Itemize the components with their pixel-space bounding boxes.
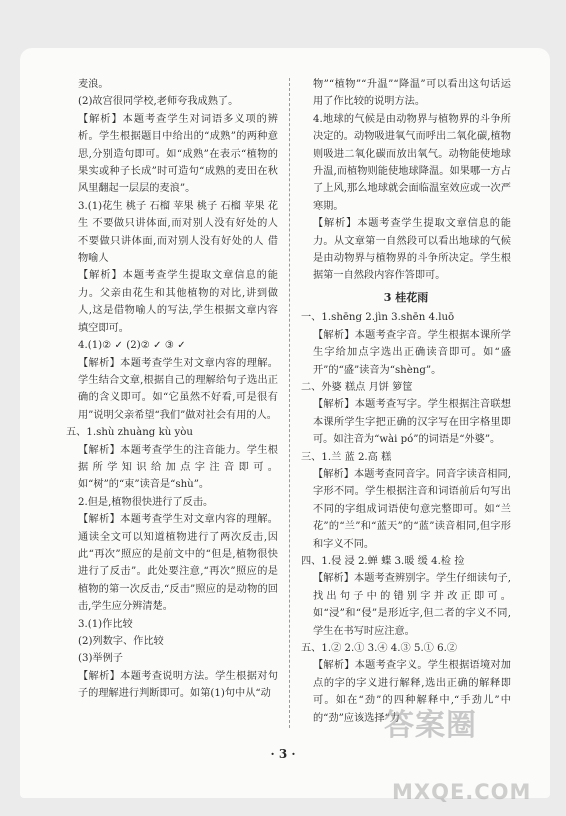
column-divider [289,78,290,728]
left-column [66,76,278,703]
section-heading: 3 桂花雨 [383,290,429,304]
left-paragraph: 【解析】本题考查学生对文章内容的理解。学生结合文章,根据自己的理解给句子选出正确的含义即可。如“它虽然不好看,可是很有用”说明父亲希望“我们”做对社会有用的人。 [78,357,278,421]
right-paragraph: 【解析】本题考查同音字。同音字读音相同,字形不同。学生根据注音和词语前后句写出不同的字组成词语使句意完整即可。如“兰花”的“兰”和“蓝天”的“蓝”读音相同,但字形和字义不同。 [313,468,511,550]
left-paragraph: (2)列数字、作比较 [78,636,164,647]
watermark-domain: MXQE.COM [392,780,532,804]
left-paragraph: 麦浪。 [78,79,109,90]
right-paragraph: 【解析】本题考查字音。学生根据本课所学生字给加点字选出正确读音即可。如“盛开”的“盛”读音为“shèng”。 [313,329,511,376]
left-paragraph: (2)故宫很同学校,老师夸我成熟了。 [78,96,239,108]
left-paragraph: 【解析】本题考查说明方法。学生根据对句子的理解进行判断即可。如第(1)句中从“动 [78,670,278,700]
left-paragraph: 【解析】本题考查学生对词语多义项的辨析。学生根据题目中给出的“成熟”的两种意思,分别造句即可。如“成熟”在表示“植物的果实或种子长成”时可造句“成熟的麦田在秋风里翻起一层层的麦浪”。 [78,113,278,195]
left-paragraph: 五、1.shù zhuàng kù yòu [66,427,193,439]
right-paragraph: 【解析】本题考查学生提取文章信息的能力。从文章第一自然段可以看出地球的气候是由动物界与植物界的斗争所决定。学生根据第一自然段内容作答即可。 [313,218,511,282]
left-paragraph: 3.(1)作比较 [78,618,133,630]
right-paragraph: 三、1.兰 蓝 2.高 糕 [301,451,392,463]
right-paragraph: 物”“植物”“升温”“降温”可以看出这句话运用了作比较的说明方法。 [313,79,511,108]
left-paragraph: 2.但是,植物很快进行了反击。 [78,496,214,508]
left-paragraph: 【解析】本题考查学生提取文章信息的能力。父亲由花生和其他植物的对比,讲到做人,这是借物喻人的写法,学生根据文章内容填空即可。 [78,270,278,334]
left-paragraph: 【解析】本题考查学生的注音能力。学生根据所学知识给加点字注音即可。如“树”的“束”读音是“shù”。 [78,444,278,491]
right-paragraph: 五、1.② 2.① 3.④ 4.③ 5.① 6.② [301,643,458,654]
page-number: · 3 · [270,747,296,761]
left-paragraph: 4.(1)② ✓ (2)② ✓ ③ ✓ [78,340,186,352]
right-column [301,76,511,727]
left-paragraph: 【解析】本题考查学生对文章内容的理解。通读全文可以知道植物进行了两次反击,因此“再次”照应的是前文中的“但是,植物很快进行了反击”。此处要注意,“再次”照应的是植物的第一次反击,“反击”照应的是动物的回击,学生应分辨清楚。 [78,514,278,613]
right-paragraph: 四、1.侵 浸 2.蝉 蝶 3.暖 缓 4.检 捡 [301,555,465,567]
left-paragraph: 3.(1)花生 桃子 石榴 苹果 桃子 石榴 苹果 花生 不要做只讲体面,而对别人没有好处的人 不要做只讲体面,而对别人没有好处的人 借物喻人 [78,200,278,265]
watermark-brand: 答案圈 [384,708,477,743]
right-paragraph: 【解析】本题考查写字。学生根据注音联想本课所学生字把正确的汉字写在田字格里即可。如注音为“wài pó”的词语是“外婆”。 [313,399,511,446]
left-paragraph: (3)举例子 [78,653,123,665]
right-paragraph: 二、外婆 糕点 月饼 箩筐 [301,381,413,393]
right-paragraph: 【解析】本题考查字义。学生根据语境对加点的字的字义进行解释,选出正确的解释即可。如在“劲”的四种解释中,“手劲儿”中的“劲”应该选择“力 [313,660,511,724]
right-paragraph: 【解析】本题考查辨别字。学生仔细读句子,找出句子中的错别字并改正即可。如“浸”和“侵”是形近字,但二者的字义不同,学生在书写时应注意。 [313,573,511,637]
right-paragraph: 一、1.shēng 2.jìn 3.shēn 4.luō [301,312,455,324]
right-paragraph: 4.地球的气候是由动物界与植物界的斗争所决定的。动物吸进氧气而呼出二氧化碳,植物则吸进二氧化碳而放出氧气。动物能使地球升温,而植物则能使地球降温。如果哪一方占了上风,那么地球就会面临温室效应或一次严寒期。 [313,113,511,212]
